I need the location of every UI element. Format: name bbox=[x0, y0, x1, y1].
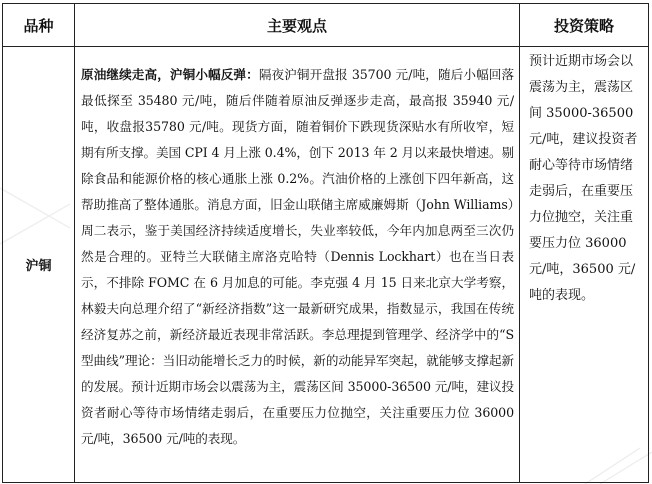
header-variety: 品种 bbox=[3, 4, 75, 47]
table-row bbox=[3, 47, 649, 483]
strategy-cell: 预计近期市场会以震荡为主，震荡区间 35000-36500 元/吨，建议投资者耐心等待市场情绪走弱后，在重要压力位抛空，关注重要压力位 36000 元/吨，36500 元/吨的表现。 bbox=[520, 47, 649, 483]
table-header-row bbox=[3, 4, 649, 47]
analysis-text: 隔夜沪铜开盘报 35700 元/吨，随后小幅回落最低探至 35480 元/吨，随后伴随着原油反弹逐步走高，最高报 35940 元/吨，收盘报35780 元/吨。现货方面，随着铜价下跌现货深贴水有所收窄，短期有所支撑。美国 CPI 4 月上涨 0.4%，创下 2013 年 2 月以来最快增速。剔除食品和能源价格的核心通胀上涨 0.2%。汽油价格的上涨创下四年新高，这帮助推高了整体通胀。消息方面，旧金山联储主席威廉姆斯（John Williams）周二表示，鉴于美国经济持续适度增长，失业率较低，今年内加息两至三次仍然是合理的。亚特兰大联储主席洛克哈特（Dennis Lockhart）也在当日表示，不排除 FOMC 在 6 月加息的可能。李克强 4 月 15 日来北京大学考察，林毅夫向总理介绍了“新经济指数”这一最新研究成果，指数显示，我国在传统经济复苏之前，新经济最近表现非常活跃。李总理提到管理学、经济学中的“S 型曲线”理论：当旧动能增长乏力的时候，新的动能异军突起，就能够支撑起新的发展。预计近期市场会以震荡为主，震荡区间 35000-36500 元/吨，建议投资者耐心等待市场情绪走弱后，在重要压力位抛空，关注重要压力位 36000 元/吨，36500 元/吨的表现。 bbox=[81, 67, 514, 446]
headline-text: 原油继续走高，沪铜小幅反弹： bbox=[81, 67, 259, 82]
header-strategy: 投资策略 bbox=[520, 4, 649, 47]
variety-cell: 沪铜 bbox=[3, 47, 75, 483]
header-views: 主要观点 bbox=[75, 4, 520, 47]
strategy-table bbox=[2, 3, 649, 483]
views-cell bbox=[75, 47, 520, 483]
